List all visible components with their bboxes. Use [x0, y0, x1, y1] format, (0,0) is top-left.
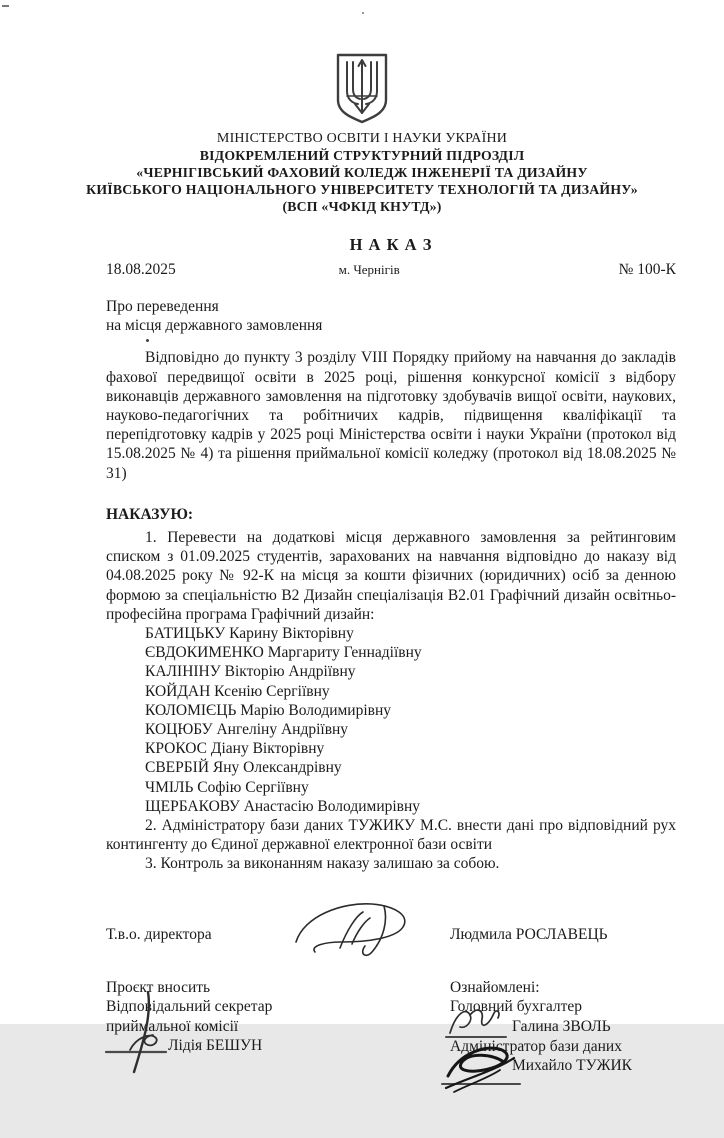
beshun-signature	[104, 988, 254, 1074]
submitter-line: приймальної комісії	[106, 1017, 239, 1035]
acknowledged-block	[450, 978, 685, 1077]
approval-block	[106, 978, 676, 1138]
submitter-line: Проєкт вносить	[106, 978, 211, 996]
document-header	[0, 0, 724, 215]
ministry-name: МІНІСТЕРСТВО ОСВІТИ І НАУКИ УКРАЇНИ	[216, 131, 508, 146]
org-name-line: ВІДОКРЕМЛЕНИЙ СТРУКТУРНИЙ ПІДРОЗДІЛ	[199, 148, 525, 163]
subject-line: на місця державного замовлення	[106, 317, 323, 335]
order-item-2: 2. Адміністратору бази даних ТУЖИКУ М.С. внести дані про відповідний рух контингенту до Єдиної державної електронної бази освіти	[106, 817, 676, 854]
org-name-line: КИЇВСЬКОГО НАЦІОНАЛЬНОГО УНІВЕРСИТЕТУ ТЕХНОЛОГІЙ ТА ДИЗАЙНУ»	[86, 182, 638, 197]
signer-title: Головний бухгалтер	[450, 998, 583, 1016]
student-list-item: БАТИЦЬКУ Карину Вікторівну	[145, 625, 354, 643]
org-name-line: (ВСП «ЧФКІД КНУТД»)	[282, 199, 442, 214]
submitter-line: Відповідальний секретар	[106, 998, 273, 1016]
scan-artifact	[362, 12, 364, 14]
signer-title: Адміністратор бази даних	[450, 1037, 622, 1055]
director-title: Т.в.о. директора	[106, 925, 212, 943]
signer-name: Галина ЗВОЛЬ	[512, 1017, 611, 1035]
director-signature-row	[106, 898, 676, 964]
signer-signature-line	[450, 1017, 685, 1037]
student-list-item: СВЕРБІЙ Яну Олександрівну	[145, 759, 342, 777]
order-date: 18.08.2025	[106, 261, 176, 278]
resolve-heading: НАКАЗУЮ:	[106, 505, 194, 523]
student-list-item: ЧМІЛЬ Софію Сергіївну	[145, 778, 309, 796]
project-submitter-block	[106, 978, 376, 1057]
signer-name: Михайло ТУЖИК	[512, 1057, 633, 1075]
student-list-item: ЩЕРБАКОВУ Анастасію Володимирівну	[145, 797, 421, 815]
order-item-1: 1. Перевести на додаткові місця державного замовлення за рейтинговим списком з 01.09.2025 студентів, зарахованих на навчання відповідно до наказу від 04.08.2025 року № 92-К на місця за кошти фізичних (юридичних) осіб за денною формою за спеціальністю В2 Дизайн спеціалізація В2.01 Графічний дизайн освітньо-професійна програма Графічний дизайн:	[106, 529, 676, 623]
order-number: № 100-К	[618, 261, 676, 278]
org-name-line: «ЧЕРНІГІВСЬКИЙ ФАХОВИЙ КОЛЕДЖ ІНЖЕНЕРІЇ ТА ДИЗАЙНУ	[136, 165, 588, 180]
student-list-item: ЄВДОКИМЕНКО Маргариту Геннадіївну	[145, 644, 422, 662]
order-subject	[106, 297, 676, 335]
director-signature	[284, 892, 419, 964]
document-body	[0, 236, 724, 1138]
subject-line: Про переведення	[106, 298, 219, 315]
scan-artifact	[146, 339, 149, 342]
student-list	[106, 624, 676, 816]
student-list-item: КОЙДАН Ксенію Сергіївну	[145, 682, 330, 700]
ukraine-trident-emblem-icon	[333, 52, 391, 124]
scan-artifact	[2, 5, 9, 7]
student-list-item: КАЛІНІНУ Вікторію Андріївну	[145, 663, 356, 681]
submitter-name: Лідія БЕШУН	[168, 1037, 263, 1055]
signer-signature-line	[450, 1056, 685, 1076]
student-list-item: КРОКОС Діану Вікторівну	[145, 740, 325, 758]
acknowledged-heading: Ознайомлені:	[450, 978, 540, 996]
student-list-item: КОЦЮБУ Ангеліну Андріївну	[145, 721, 349, 739]
student-list-item: КОЛОМІЄЦЬ Марію Володимирівну	[145, 701, 392, 719]
order-title: Н А К А З	[349, 235, 433, 254]
order-item-3: 3. Контроль за виконанням наказу залишаю за собою.	[145, 855, 500, 873]
order-city: м. Чернігів	[338, 262, 400, 277]
director-name: Людмила РОСЛАВЕЦЬ	[450, 925, 608, 943]
order-meta-row	[106, 260, 676, 280]
submitter-signature-line	[106, 1036, 376, 1056]
preamble-paragraph: Відповідно до пункту 3 розділу VIII Порядку прийому на навчання до закладів фахової передвищої освіти в 2025 році, рішення конкурсної комісії з відбору виконавців державного замовлення на підготовку здобувачів вищої освіти, наукових, науково-педагогічних та робітничих кадрів, підвищення кваліфікації та перепідготовку кадрів у 2025 році Міністерства освіти і науки України (протокол від 15.08.2025 № 4) та рішення приймальної комісії коледжу (протокол від 18.08.2025 № 31)	[106, 349, 676, 482]
